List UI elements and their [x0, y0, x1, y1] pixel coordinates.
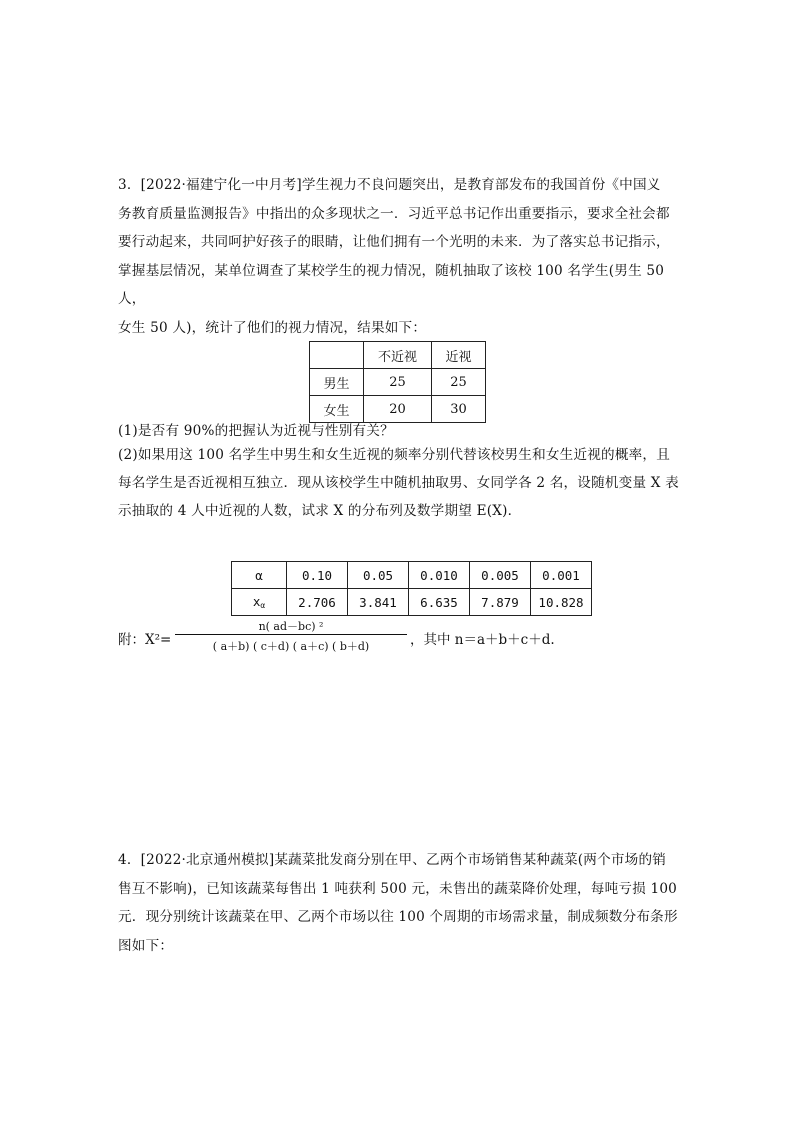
- problem-3-line: 要行动起来，共同呵护好孩子的眼睛，让他们拥有一个光明的未来．为了落实总书记指示，: [118, 234, 670, 250]
- table-cell: 10.828: [531, 589, 592, 616]
- table-cell: 0.001: [531, 562, 592, 589]
- question-2-line: 示抽取的 4 人中近视的人数，试求 X 的分布列及数学期望 E(X)．: [118, 503, 522, 519]
- fraction-bar: [175, 634, 407, 635]
- formula-lead: 附：Χ²=: [118, 632, 172, 648]
- table-row-label: 男生: [310, 369, 364, 396]
- table-cell: 6.635: [409, 589, 470, 616]
- table-row: [232, 562, 592, 589]
- problem-3-questions: [118, 421, 680, 525]
- question-1: (1)是否有 90%的把握认为近视与性别有关？: [118, 423, 394, 439]
- question-2-line: 每名学生是否近视相互独立．现从该校学生中随机抽取男、女同学各 2 名，设随机变量 X 表: [118, 475, 679, 491]
- formula-fraction: [175, 618, 407, 654]
- alpha-subscript: α: [260, 601, 266, 610]
- table-cell: 20: [364, 396, 432, 423]
- table-cell: 2.706: [287, 589, 348, 616]
- table-cell: 0.10: [287, 562, 348, 589]
- table-header-cell: 近视: [432, 342, 486, 369]
- table-row-label: 女生: [310, 396, 364, 423]
- x-label: x: [252, 594, 261, 609]
- table-row: [232, 589, 592, 616]
- table-cell: 7.879: [470, 589, 531, 616]
- problem-3-line: 掌握基层情况，某单位调查了某校学生的视力情况，随机抽取了该校 100 名学生(男生 50 人，: [118, 262, 665, 307]
- problem-3-line: 3．[2022·福建宁化一中月考]学生视力不良问题突出，是教育部发布的我国首份《中国义: [118, 177, 661, 193]
- formula-tail: ，其中 n＝a＋b＋c＋d.: [410, 632, 555, 648]
- formula-denominator: ( a＋b) ( c＋d) ( a＋c) ( b＋d): [212, 640, 370, 653]
- table-cell: 25: [364, 369, 432, 396]
- problem-4-statement: [118, 846, 680, 960]
- table-cell: 0.010: [409, 562, 470, 589]
- problem-4-line: 4．[2022·北京通州模拟]某蔬菜批发商分别在甲、乙两个市场销售某种蔬菜(两个市场的销: [118, 852, 667, 868]
- x-alpha-label: [232, 589, 287, 616]
- table-cell: 30: [432, 396, 486, 423]
- table-header-cell: 不近视: [364, 342, 432, 369]
- problem-4-line: 元．现分别统计该蔬菜在甲、乙两个市场以往 100 个周期的市场需求量，制成频数分布条形: [118, 909, 678, 925]
- question-2-line: (2)如果用这 100 名学生中男生和女生近视的频率分别代替该校男生和女生近视的概率，且: [118, 447, 671, 463]
- problem-3-line: 女生 50 人)，统计了他们的视力情况，结果如下：: [118, 319, 427, 336]
- table-cell: 0.05: [348, 562, 409, 589]
- alpha-label: α: [232, 562, 287, 589]
- table-cell: 0.005: [470, 562, 531, 589]
- table-row: [310, 396, 486, 423]
- formula-numerator: n( ad－bc) ²: [258, 620, 324, 633]
- problem-4-line: 售互不影响)，已知该蔬菜每售出 1 吨获利 500 元，未售出的蔬菜降价处理，每吨亏损 100: [118, 880, 678, 897]
- contingency-table: [309, 341, 486, 423]
- problem-4-line: 图如下：: [118, 937, 174, 954]
- table-cell: 25: [432, 369, 486, 396]
- problem-3-statement: [118, 171, 680, 342]
- table-row: [310, 369, 486, 396]
- critical-value-table: [231, 561, 592, 616]
- table-cell: 3.841: [348, 589, 409, 616]
- problem-3-line: 务教育质量监测报告》中指出的众多现状之一．习近平总书记作出重要指示，要求全社会都: [118, 205, 670, 222]
- table-row: [310, 342, 486, 369]
- table-cell: [310, 342, 364, 369]
